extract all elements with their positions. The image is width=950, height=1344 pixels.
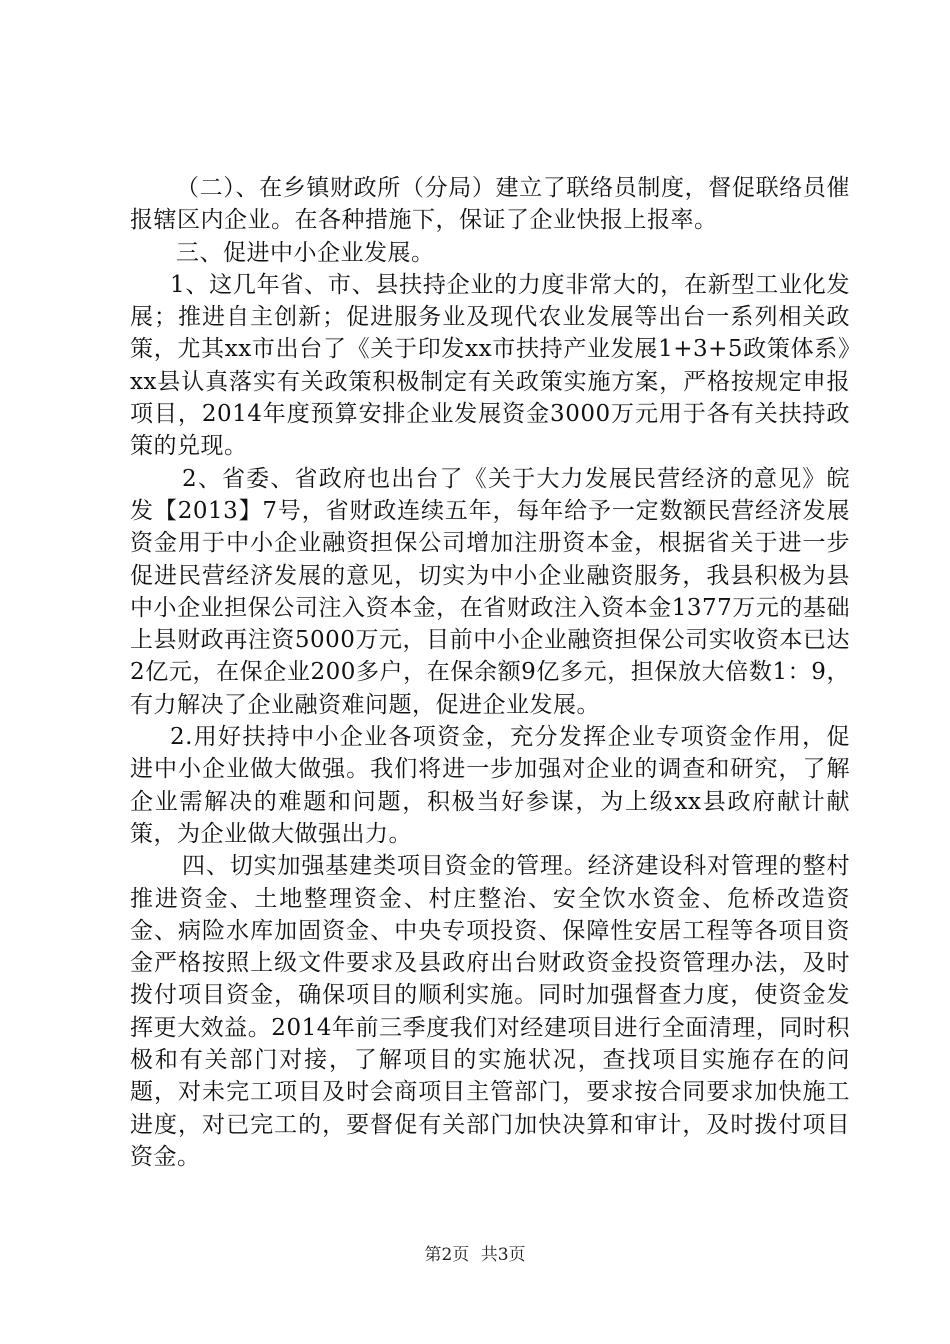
document-body	[130, 172, 850, 1173]
page-total: 共3页	[480, 1245, 526, 1265]
paragraph-infrastructure-funds: 四、切实加强基建类项目资金的管理。经济建设科对管理的整村推进资金、土地整理资金、村庄整治、安全饮水资金、危桥改造资金、病险水库加固资金、中央专项投资、保障性安居工程等各项目资金严格按照上级文件要求及县政府出台财政资金投资管理办法，及时拨付项目资金，确保项目的顺利实施。同时加强督查力度，使资金发挥更大效益。2014年前三季度我们对经建项目进行全面清理，同时积极和有关部门对接，了解项目的实施状况，查找项目实施存在的问题，对未完工项目及时会商项目主管部门，要求按合同要求加快施工进度，对已完工的，要督促有关部门加快决算和审计，及时拨付项目资金。	[130, 853, 850, 1170]
paragraph-private-economy: 2、省委、省政府也出台了《关于大力发展民营经济的意见》皖发【2013】7号，省财政连续五年，每年给予一定数额民营经济发展资金用于中小企业融资担保公司增加注册资本金，根据省关于进一步促进民营经济发展的意见，切实为中小企业融资服务，我县积极为县中小企业担保公司注入资本金，在省财政注入资本金1377万元的基础上县财政再注资5000万元，目前中小企业融资担保公司实收资本已达2亿元，在保企业200多户，在保余额9亿多元，担保放大倍数1：9，有力解决了企业融资难问题，促进企业发展。	[130, 465, 850, 718]
paragraph-special-funds: 2.用好扶持中小企业各项资金，充分发挥企业专项资金作用，促进中小企业做大做强。我们将进一步加强对企业的调查和研究，了解企业需解决的难题和问题，积极当好参谋，为上级xx县政府献计献策，为企业做大做强出力。	[130, 724, 850, 847]
paragraph-support-policies: 1、这几年省、市、县扶持企业的力度非常大的，在新型工业化发展；推进自主创新；促进服务业及现代农业发展等出台一系列相关政策，尤其xx市出台了《关于印发xx市扶持产业发展1+3+5政策体系》xx县认真落实有关政策积极制定有关政策实施方案，严格按规定申报项目，2014年度预算安排企业发展资金3000万元用于各有关扶持政策的兑现。	[130, 271, 850, 460]
page-footer	[0, 1240, 950, 1265]
section-heading-sme-development: 三、促进中小企业发展。	[176, 239, 435, 266]
page-number: 第2页	[424, 1245, 470, 1265]
paragraph-liaison-system: （二）、在乡镇财政所（分局）建立了联络员制度，督促联络员催报辖区内企业。在各种措施下，保证了企业快报上报率。	[130, 175, 850, 234]
